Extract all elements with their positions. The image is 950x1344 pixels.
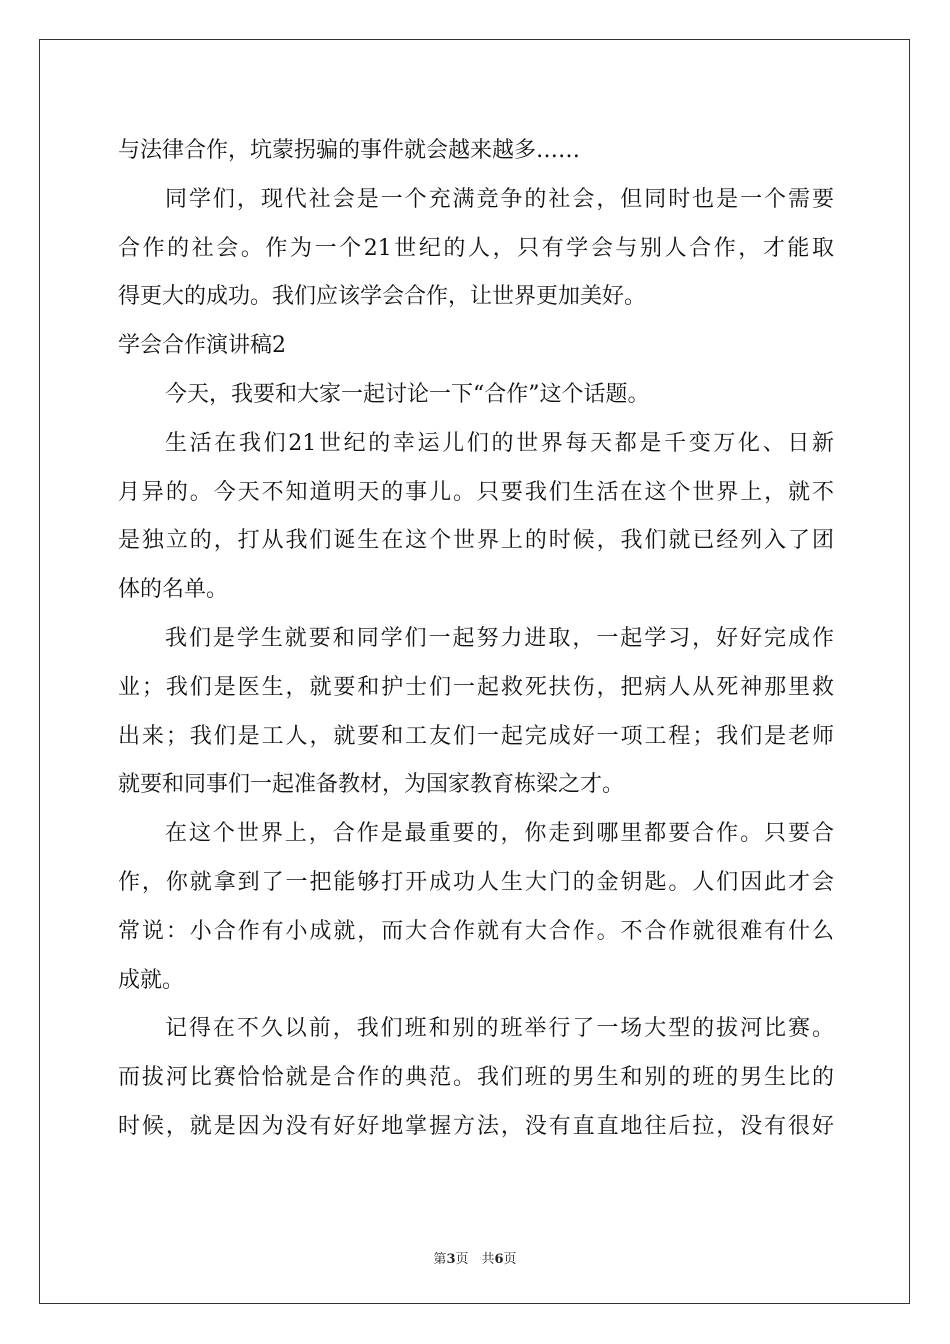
text-line: 我们是学生就要和同学们一起努力进取，一起学习，好好完成作 bbox=[165, 625, 834, 651]
text-line: 业；我们是医生，就要和护士们一起救死扶伤，把病人从死神那里救 bbox=[118, 674, 834, 700]
text-line: 今天，我要和大家一起讨论一下“合作”这个话题。 bbox=[165, 381, 650, 407]
page-suffix: 页 bbox=[503, 1252, 517, 1267]
text-line: 记得在不久以前，我们班和别的班举行了一场大型的拔河比赛。 bbox=[165, 1016, 834, 1042]
text-line: 在这个世界上，合作是最重要的，你走到哪里都要合作。只要合 bbox=[165, 821, 834, 847]
text-line: 同学们，现代社会是一个充满竞争的社会，但同时也是一个需要 bbox=[165, 186, 834, 212]
text-line: 时候，就是因为没有好好地掌握方法，没有直直地往后拉，没有很好 bbox=[118, 1113, 834, 1139]
section-heading: 学会合作演讲稿2 bbox=[118, 333, 286, 359]
text-line: 常说：小合作有小成就，而大合作就有大合作。不合作就很难有什么 bbox=[118, 918, 834, 944]
text-line: 就要和同事们一起准备教材，为国家教育栋梁之才。 bbox=[118, 772, 625, 798]
text-line: 作，你就拿到了一把能够打开成功人生大门的金钥匙。人们因此才会 bbox=[118, 869, 834, 895]
text-line: 出来；我们是工人，就要和工友们一起完成好一项工程；我们是老师 bbox=[118, 723, 834, 749]
text-line: 与法律合作，坑蒙拐骗的事件就会越来越多…… bbox=[118, 138, 581, 163]
page-mid: 页 共 bbox=[455, 1252, 495, 1267]
page-number-footer bbox=[0, 1252, 950, 1268]
text-line: 得更大的成功。我们应该学会合作，让世界更加美好。 bbox=[118, 284, 647, 310]
current-page-number: 3 bbox=[446, 1252, 456, 1267]
text-line: 是独立的，打从我们诞生在这个世界上的时候，我们就已经列入了团 bbox=[118, 528, 834, 554]
text-line: 成就。 bbox=[118, 967, 185, 993]
text-line: 体的名单。 bbox=[118, 577, 229, 603]
document-body bbox=[118, 127, 834, 1152]
text-line: 生活在我们21世纪的幸运儿们的世界每天都是千变万化、日新 bbox=[165, 430, 834, 456]
total-page-number: 6 bbox=[494, 1252, 504, 1267]
text-line: 月异的。今天不知道明天的事儿。只要我们生活在这个世界上，就不 bbox=[118, 479, 834, 505]
page-prefix: 第 bbox=[433, 1252, 447, 1267]
text-line: 合作的社会。作为一个21世纪的人，只有学会与别人合作，才能取 bbox=[118, 235, 834, 261]
text-line: 而拔河比赛恰恰就是合作的典范。我们班的男生和别的班的男生比的 bbox=[118, 1065, 834, 1091]
